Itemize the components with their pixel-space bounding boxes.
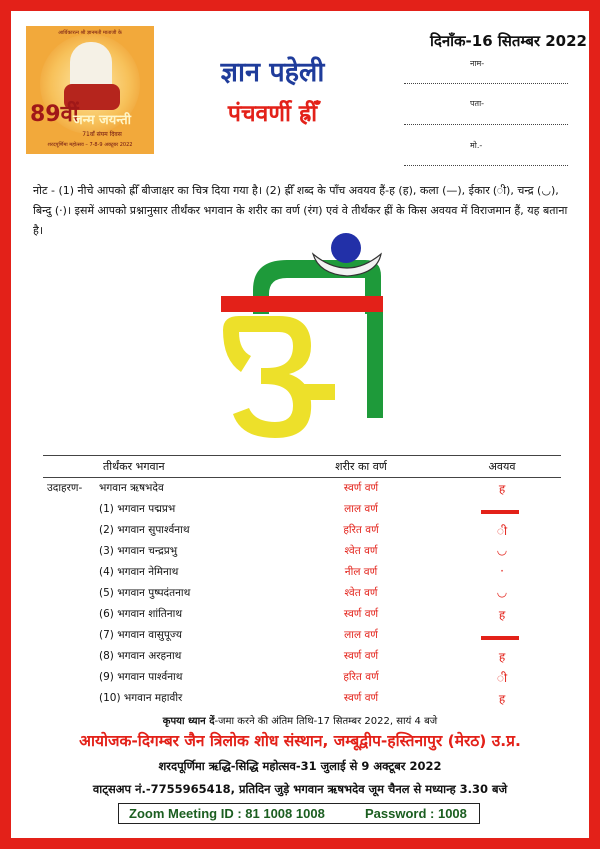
row-part xyxy=(473,563,531,583)
part-ha: ह xyxy=(498,650,506,664)
table-row xyxy=(43,521,561,541)
table-row xyxy=(43,689,561,709)
row-part xyxy=(473,542,531,562)
row-part xyxy=(473,479,531,499)
part-chandra: ◡ xyxy=(496,585,508,599)
row-body-color: लाल वर्ण xyxy=(344,503,378,515)
part-ha: ह xyxy=(498,692,506,706)
instructions-note: नोट - (1) नीचे आपको ह्रीँ बीजाक्षर का चित्र दिया गया है। (2) ह्रीँ शब्द के पाँच अवयव हैं-ह (ह), कला (—), ईकार (ी), चन्द्र (◡), बिन्दु (·)। इसमें आपको प्रश्नानुसार तीर्थंकर भगवान के शरीर का वर्ण (रंग) एवं वे तीर्थंकर ह्रीं के किस अवयव में विराजमान हैं, यह बताना है। xyxy=(33,184,568,237)
table-row xyxy=(43,542,561,562)
name-field-label: नाम- xyxy=(470,59,485,68)
table-row xyxy=(43,647,561,667)
logo-number: 89वीं xyxy=(30,102,79,127)
zoom-password: Password : 1008 xyxy=(365,806,467,821)
bindu-dot xyxy=(331,233,361,263)
logo-footer: शरदपूर्णिमा महोत्सव – 7-8-9 अक्टूबर 2022 xyxy=(47,142,133,148)
row-part xyxy=(473,605,531,625)
row-part xyxy=(473,626,531,646)
deadline-notice xyxy=(0,713,600,727)
logo-top-text: आर्यिकारत्न श्री ज्ञानमती माताजी के xyxy=(58,30,122,36)
row-part xyxy=(473,584,531,604)
address-field-label: पता- xyxy=(470,99,485,108)
row-example-label: उदाहरण- xyxy=(47,482,83,494)
row-body-color: स्वर्ण वर्ण xyxy=(343,482,379,494)
row-tirthankar-name: (8) भगवान अरहनाथ xyxy=(99,650,182,662)
notice-bold-label: कृपया ध्यान दें xyxy=(162,716,215,727)
kala-red-bar xyxy=(221,296,383,312)
row-body-color: स्वर्ण वर्ण xyxy=(343,650,379,662)
page-title: ज्ञान पहेली xyxy=(220,57,325,88)
notice-text: -जमा करने की अंतिम तिथि-17 सितम्बर 2022, सायं 4 बजे xyxy=(214,716,438,727)
zoom-info-box xyxy=(118,803,480,824)
event-line: शरदपूर्णिमा ऋद्धि-सिद्धि महोत्सव-31 जुलाई से 9 अक्टूबर 2022 xyxy=(158,759,442,773)
mobile-field-label: मो.- xyxy=(470,141,483,150)
part-eekar: ी xyxy=(496,671,508,685)
whatsapp-line: वाट्सअप नं.-7755965418, प्रतिदिन जुड़े भगवान ऋषभदेव जूम चैनल से मध्यान्ह 3.30 बजे xyxy=(92,782,508,796)
logo-title: जन्म जयन्ती xyxy=(72,113,132,128)
logo-subtitle: 71वाँ संयम दिवस xyxy=(82,131,122,138)
row-body-color: हरित वर्ण xyxy=(343,524,379,536)
row-body-color: स्वर्ण वर्ण xyxy=(343,608,379,620)
table-row xyxy=(43,605,561,625)
row-body-color: श्वेत वर्ण xyxy=(344,587,378,599)
header-name: तीर्थंकर भगवान xyxy=(103,460,165,473)
row-body-color: हरित वर्ण xyxy=(343,671,379,683)
row-tirthankar-name: (10) भगवान महावीर xyxy=(99,692,183,704)
jayanti-logo xyxy=(26,26,154,154)
organizer-line: आयोजक-दिगम्बर जैन त्रिलोक शोध संस्थान, जम्बूद्वीप-हस्तिनापुर (मेरठ) उ.प्र. xyxy=(79,732,521,750)
row-tirthankar-name: (2) भगवान सुपार्श्वनाथ xyxy=(99,524,190,536)
row-body-color: नील वर्ण xyxy=(344,566,378,578)
row-tirthankar-name: (1) भगवान पद्मप्रभ xyxy=(99,503,176,515)
part-chandra: ◡ xyxy=(496,543,508,557)
mobile-field-line[interactable] xyxy=(404,165,568,166)
part-ha: ह xyxy=(498,482,506,496)
table-row xyxy=(43,563,561,583)
row-tirthankar-name: (5) भगवान पुष्पदंतनाथ xyxy=(99,587,191,599)
table-row xyxy=(43,500,561,520)
part-ha: ह xyxy=(498,608,506,622)
address-field-line[interactable] xyxy=(404,124,568,125)
row-tirthankar-name: (4) भगवान नेमिनाथ xyxy=(99,566,179,578)
eekar-green-stem xyxy=(367,300,383,418)
table-row xyxy=(43,626,561,646)
part-kala-bar xyxy=(481,636,519,640)
table-row xyxy=(43,668,561,688)
hreem-glyph-diagram xyxy=(205,232,405,442)
part-eekar: ी xyxy=(496,524,508,538)
row-tirthankar-name: (7) भगवान वासुपूज्य xyxy=(99,629,182,641)
header-color: शरीर का वर्ण xyxy=(335,460,387,473)
row-part xyxy=(473,668,531,688)
row-tirthankar-name: (9) भगवान पार्श्वनाथ xyxy=(99,671,183,683)
row-body-color: श्वेत वर्ण xyxy=(344,545,378,557)
row-part xyxy=(473,647,531,667)
row-body-color: स्वर्ण वर्ण xyxy=(343,692,379,704)
row-part xyxy=(473,689,531,709)
ha-yellow-shape xyxy=(223,316,311,438)
row-tirthankar-name: भगवान ऋषभदेव xyxy=(99,482,164,494)
zoom-meeting-id: Zoom Meeting ID : 81 1008 1008 xyxy=(129,806,325,821)
date-label: दिनाँक-16 सितम्बर 2022 xyxy=(429,32,587,50)
row-tirthankar-name: (6) भगवान शांतिनाथ xyxy=(99,608,183,620)
name-field-line[interactable] xyxy=(404,83,568,84)
row-part xyxy=(473,521,531,541)
row-tirthankar-name: (3) भगवान चन्द्रप्रभु xyxy=(99,545,178,557)
table-row xyxy=(43,584,561,604)
header-part: अवयव xyxy=(488,460,516,473)
part-bindu: · xyxy=(500,564,504,578)
row-part xyxy=(473,500,531,520)
table-header xyxy=(43,455,561,478)
table-row xyxy=(43,479,561,499)
row-body-color: लाल वर्ण xyxy=(344,629,378,641)
page-subtitle: पंचवर्णी ह्रीँ xyxy=(227,101,318,127)
part-kala-bar xyxy=(481,510,519,514)
